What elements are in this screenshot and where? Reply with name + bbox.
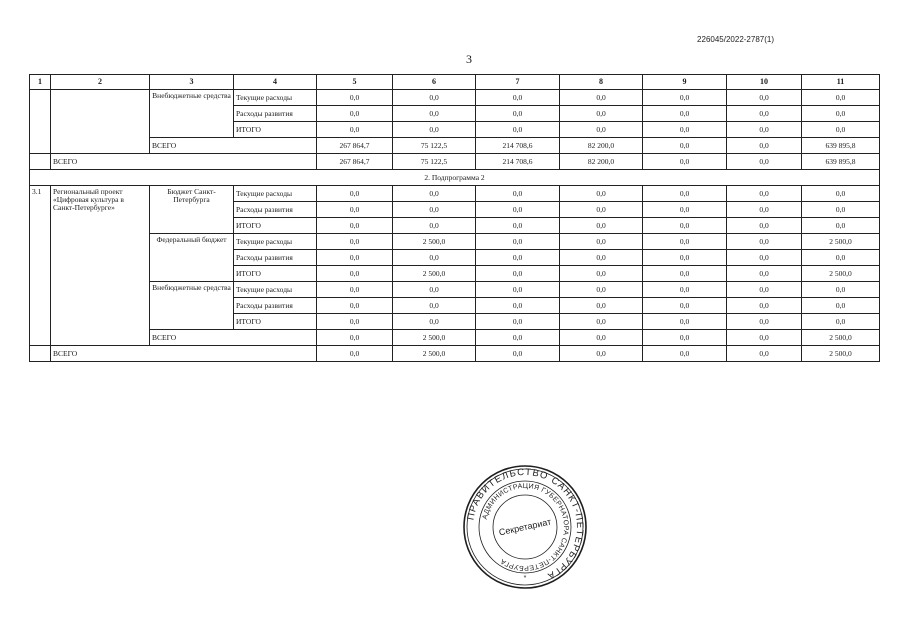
funding-source-cell: Федеральный бюджет	[150, 234, 234, 282]
value-cell: 0,0	[802, 250, 880, 266]
value-cell: 0,0	[727, 234, 802, 250]
value-cell: 0,0	[560, 346, 643, 362]
table-row-grand-total	[30, 346, 880, 362]
value-cell: 0,0	[560, 186, 643, 202]
seal-center-text: Секретариат	[497, 516, 553, 538]
value-cell: 75 122,5	[393, 138, 476, 154]
value-cell: 82 200,0	[560, 154, 643, 170]
seal-star-icon: *	[523, 575, 527, 582]
value-cell: 0,0	[317, 250, 393, 266]
header-cell: 6	[393, 75, 476, 90]
value-cell: 0,0	[476, 122, 560, 138]
value-cell: 214 708,6	[476, 154, 560, 170]
funding-source-cell: Бюджет Санкт-Петербурга	[150, 186, 234, 234]
value-cell: 0,0	[317, 298, 393, 314]
header-cell: 5	[317, 75, 393, 90]
table-row	[30, 282, 880, 298]
value-cell: 0,0	[393, 282, 476, 298]
value-cell: 0,0	[727, 154, 802, 170]
value-cell: 0,0	[476, 106, 560, 122]
value-cell: 0,0	[476, 234, 560, 250]
value-cell: 0,0	[393, 202, 476, 218]
seal-outer-text: ПРАВИТЕЛЬСТВО САНКТ-ПЕТЕРБУРГА	[465, 466, 586, 582]
value-cell: 0,0	[476, 186, 560, 202]
table-row	[30, 186, 880, 202]
value-cell: 0,0	[317, 282, 393, 298]
value-cell: 0,0	[643, 218, 727, 234]
value-cell: 2 500,0	[393, 330, 476, 346]
value-cell: 0,0	[802, 282, 880, 298]
value-cell: 0,0	[727, 122, 802, 138]
value-cell: 0,0	[393, 298, 476, 314]
project-number-cell: 3.1	[30, 186, 51, 346]
expense-type-cell: Расходы развития	[234, 298, 317, 314]
value-cell: 0,0	[317, 266, 393, 282]
value-cell: 0,0	[560, 282, 643, 298]
total-label-cell: ВСЕГО	[150, 330, 317, 346]
header-cell: 1	[30, 75, 51, 90]
value-cell: 0,0	[727, 314, 802, 330]
value-cell: 0,0	[560, 106, 643, 122]
value-cell: 0,0	[802, 202, 880, 218]
header-cell: 9	[643, 75, 727, 90]
value-cell: 0,0	[727, 90, 802, 106]
value-cell: 0,0	[476, 346, 560, 362]
value-cell: 0,0	[727, 266, 802, 282]
value-cell: 0,0	[393, 106, 476, 122]
grand-total-label-cell: ВСЕГО	[51, 346, 317, 362]
value-cell: 2 500,0	[802, 330, 880, 346]
seal-inner-text: АДМИНИСТРАЦИЯ ГУБЕРНАТОРА САНКТ-ПЕТЕРБУРГА	[481, 482, 570, 572]
value-cell: 0,0	[727, 250, 802, 266]
section-title: 2. Подпрограмма 2	[30, 170, 880, 186]
value-cell: 0,0	[802, 122, 880, 138]
value-cell: 0,0	[802, 314, 880, 330]
table-row-grand-total	[30, 154, 880, 170]
expense-type-cell: Текущие расходы	[234, 90, 317, 106]
table-row-total	[30, 330, 880, 346]
value-cell: 0,0	[727, 298, 802, 314]
value-cell: 2 500,0	[393, 266, 476, 282]
header-cell: 11	[802, 75, 880, 90]
funding-source-cell: Внебюджетные средства	[150, 90, 234, 138]
value-cell: 0,0	[727, 218, 802, 234]
value-cell: 0,0	[393, 218, 476, 234]
value-cell: 0,0	[317, 186, 393, 202]
value-cell: 0,0	[560, 122, 643, 138]
value-cell: 0,0	[476, 90, 560, 106]
header-cell: 2	[51, 75, 150, 90]
table-row	[30, 90, 880, 106]
value-cell: 82 200,0	[560, 138, 643, 154]
value-cell: 639 895,8	[802, 138, 880, 154]
header-cell: 7	[476, 75, 560, 90]
value-cell: 2 500,0	[393, 234, 476, 250]
column-number-header	[30, 75, 880, 90]
expense-type-cell: ИТОГО	[234, 314, 317, 330]
value-cell: 0,0	[643, 186, 727, 202]
value-cell: 0,0	[476, 314, 560, 330]
value-cell: 0,0	[727, 202, 802, 218]
value-cell: 0,0	[727, 106, 802, 122]
value-cell: 0,0	[643, 202, 727, 218]
value-cell: 0,0	[560, 218, 643, 234]
value-cell: 0,0	[476, 330, 560, 346]
value-cell: 0,0	[560, 90, 643, 106]
project-name-cell: Региональный проект «Цифровая культура в Санкт-Петербурге»	[51, 186, 150, 346]
value-cell: 0,0	[476, 218, 560, 234]
empty-cell	[30, 346, 51, 362]
value-cell: 0,0	[476, 282, 560, 298]
value-cell: 0,0	[643, 122, 727, 138]
value-cell: 0,0	[317, 202, 393, 218]
value-cell: 0,0	[802, 218, 880, 234]
expense-type-cell: Расходы развития	[234, 106, 317, 122]
value-cell: 0,0	[727, 346, 802, 362]
value-cell: 0,0	[476, 202, 560, 218]
value-cell: 0,0	[560, 202, 643, 218]
empty-cell	[30, 90, 51, 154]
value-cell: 2 500,0	[802, 234, 880, 250]
expense-type-cell: Расходы развития	[234, 250, 317, 266]
expense-type-cell: ИТОГО	[234, 266, 317, 282]
value-cell: 0,0	[643, 154, 727, 170]
header-cell: 8	[560, 75, 643, 90]
value-cell: 0,0	[393, 314, 476, 330]
value-cell: 0,0	[476, 250, 560, 266]
document-id: 226045/2022-2787(1)	[697, 35, 774, 44]
value-cell: 0,0	[643, 314, 727, 330]
value-cell: 0,0	[643, 234, 727, 250]
expense-type-cell: Текущие расходы	[234, 282, 317, 298]
value-cell: 0,0	[560, 250, 643, 266]
table-row	[30, 234, 880, 250]
value-cell: 0,0	[643, 138, 727, 154]
value-cell: 0,0	[393, 250, 476, 266]
value-cell: 0,0	[476, 266, 560, 282]
empty-cell	[51, 90, 150, 154]
value-cell: 0,0	[393, 122, 476, 138]
header-cell: 4	[234, 75, 317, 90]
value-cell: 0,0	[560, 314, 643, 330]
value-cell: 0,0	[727, 138, 802, 154]
value-cell: 0,0	[317, 218, 393, 234]
table-row-total	[30, 138, 880, 154]
value-cell: 0,0	[317, 330, 393, 346]
value-cell: 0,0	[560, 266, 643, 282]
value-cell: 75 122,5	[393, 154, 476, 170]
value-cell: 0,0	[643, 282, 727, 298]
value-cell: 0,0	[560, 234, 643, 250]
expense-type-cell: Текущие расходы	[234, 234, 317, 250]
value-cell: 0,0	[802, 106, 880, 122]
value-cell: 0,0	[643, 106, 727, 122]
value-cell: 2 500,0	[393, 346, 476, 362]
value-cell: 0,0	[643, 266, 727, 282]
value-cell: 0,0	[643, 346, 727, 362]
value-cell: 0,0	[317, 314, 393, 330]
value-cell: 639 895,8	[802, 154, 880, 170]
header-cell: 10	[727, 75, 802, 90]
expense-type-cell: ИТОГО	[234, 218, 317, 234]
value-cell: 2 500,0	[802, 346, 880, 362]
value-cell: 214 708,6	[476, 138, 560, 154]
value-cell: 0,0	[802, 90, 880, 106]
value-cell: 0,0	[643, 298, 727, 314]
section-header-row	[30, 170, 880, 186]
secretariat-seal	[462, 464, 588, 590]
expense-type-cell: Расходы развития	[234, 202, 317, 218]
value-cell: 0,0	[727, 282, 802, 298]
funding-source-cell: Внебюджетные средства	[150, 282, 234, 330]
value-cell: 0,0	[317, 122, 393, 138]
value-cell: 0,0	[643, 330, 727, 346]
value-cell: 0,0	[393, 186, 476, 202]
expense-type-cell: ИТОГО	[234, 122, 317, 138]
value-cell: 267 864,7	[317, 138, 393, 154]
value-cell: 0,0	[317, 346, 393, 362]
value-cell: 2 500,0	[802, 266, 880, 282]
value-cell: 0,0	[643, 250, 727, 266]
value-cell: 0,0	[317, 90, 393, 106]
value-cell: 0,0	[476, 298, 560, 314]
total-label-cell: ВСЕГО	[150, 138, 317, 154]
value-cell: 0,0	[727, 186, 802, 202]
value-cell: 0,0	[643, 90, 727, 106]
grand-total-label-cell: ВСЕГО	[51, 154, 317, 170]
expense-type-cell: Текущие расходы	[234, 186, 317, 202]
value-cell: 0,0	[727, 330, 802, 346]
budget-table	[29, 74, 880, 362]
page-number: 3	[466, 52, 472, 66]
value-cell: 0,0	[560, 298, 643, 314]
empty-cell	[30, 154, 51, 170]
value-cell: 0,0	[317, 106, 393, 122]
header-cell: 3	[150, 75, 234, 90]
value-cell: 0,0	[317, 234, 393, 250]
value-cell: 267 864,7	[317, 154, 393, 170]
value-cell: 0,0	[802, 298, 880, 314]
value-cell: 0,0	[560, 330, 643, 346]
value-cell: 0,0	[802, 186, 880, 202]
value-cell: 0,0	[393, 90, 476, 106]
